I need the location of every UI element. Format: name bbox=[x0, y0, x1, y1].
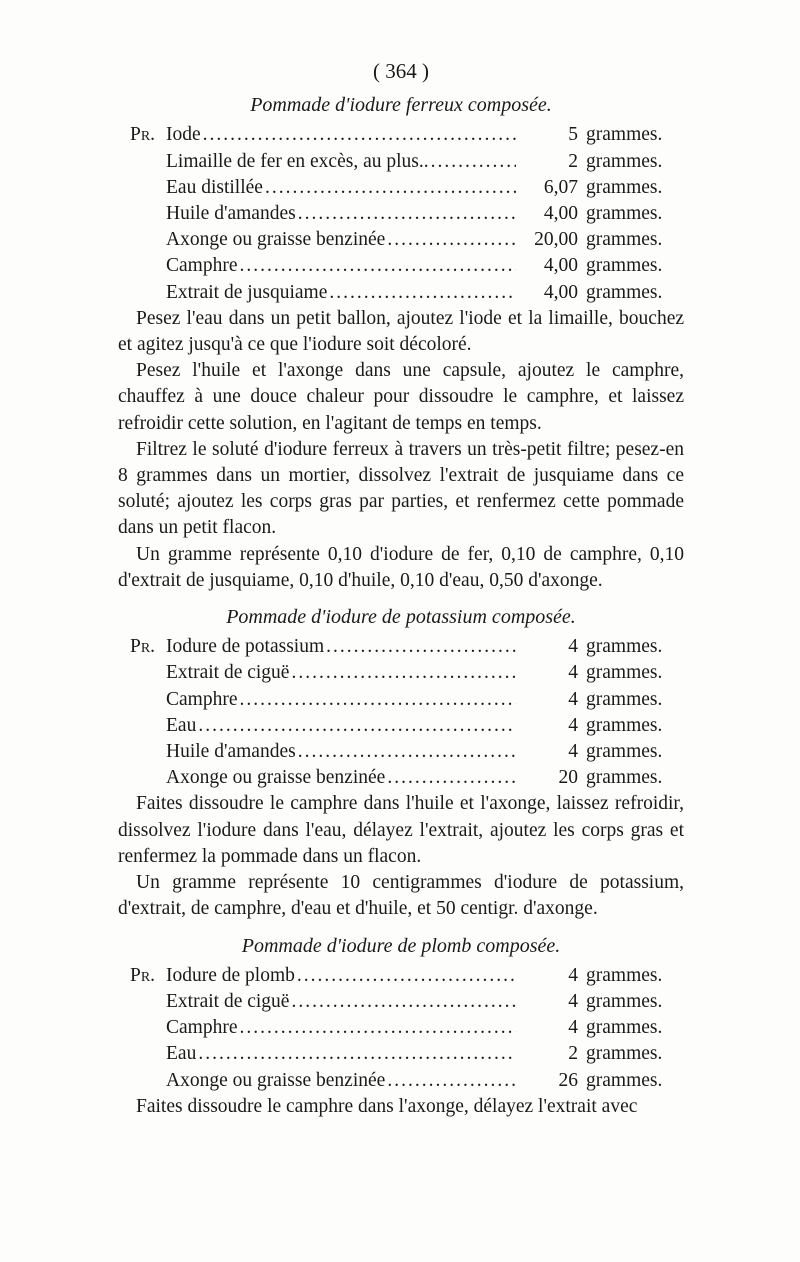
ingredient-name: Camphre bbox=[166, 688, 238, 710]
ingredient-unit: grammes. bbox=[586, 688, 663, 710]
section-gap bbox=[118, 923, 684, 933]
ingredient-quantity: 4,00 bbox=[543, 203, 578, 225]
ingredient-name: Iode bbox=[166, 124, 201, 146]
ingredient-row bbox=[118, 660, 684, 686]
ingredient-row bbox=[118, 227, 684, 253]
ingredient-unit: grammes. bbox=[586, 1017, 663, 1039]
ingredient-name: Axonge ou graisse benzinée bbox=[166, 229, 386, 251]
leader-dots bbox=[291, 989, 516, 1015]
ingredient-quantity: 2 bbox=[568, 150, 578, 172]
ingredient-name: Axonge ou graisse benzinée bbox=[166, 1069, 386, 1091]
ingredient-unit: grammes. bbox=[586, 124, 663, 146]
ingredient-unit: grammes. bbox=[586, 990, 663, 1012]
ingredient-name: Eau distillée bbox=[166, 176, 263, 198]
ingredient-unit: grammes. bbox=[586, 636, 663, 658]
ingredient-quantity: 26 bbox=[558, 1069, 578, 1091]
ingredient-row bbox=[118, 634, 684, 660]
ingredient-unit: grammes. bbox=[586, 176, 663, 198]
ingredient-row bbox=[118, 963, 684, 989]
leader-dots bbox=[329, 280, 516, 306]
leader-dots bbox=[239, 253, 516, 279]
ingredient-row bbox=[118, 739, 684, 765]
ingredient-name: Camphre bbox=[166, 255, 238, 277]
ingredient-row bbox=[118, 687, 684, 713]
leader-dots bbox=[387, 765, 516, 791]
section-title: Pommade d'iodure ferreux composée. bbox=[250, 94, 552, 117]
section-title: Pommade d'iodure de plomb composée. bbox=[241, 934, 561, 957]
ingredient-quantity: 4 bbox=[568, 636, 578, 658]
ingredient-name: Extrait de jusquiame bbox=[166, 281, 328, 303]
leader-dots bbox=[297, 963, 516, 989]
ingredient-name: Huile d'amandes bbox=[166, 741, 296, 763]
leader-dots bbox=[265, 175, 516, 201]
book-page bbox=[118, 58, 684, 1120]
ingredient-row bbox=[118, 122, 684, 148]
ingredient-row bbox=[118, 1041, 684, 1067]
ingredient-quantity: 4 bbox=[568, 964, 578, 986]
leader-dots bbox=[239, 687, 516, 713]
ingredient-name: Extrait de ciguë bbox=[166, 990, 290, 1012]
leader-dots bbox=[431, 149, 516, 175]
ingredient-quantity: 6,07 bbox=[543, 176, 578, 198]
ingredient-row bbox=[118, 201, 684, 227]
ingredient-quantity: 20,00 bbox=[534, 229, 578, 251]
ingredient-name: Camphre bbox=[166, 1017, 238, 1039]
ingredient-name: Iodure de plomb bbox=[166, 964, 295, 986]
ingredient-row bbox=[118, 175, 684, 201]
instruction-paragraph: Pesez l'eau dans un petit ballon, ajoutez l'iode et la limaille, bouchez et agitez jusqu'à ce que l'iodure soit décoloré. bbox=[118, 307, 684, 356]
ingredient-unit: grammes. bbox=[586, 767, 663, 789]
section-title: Pommade d'iodure de potassium composée. bbox=[226, 606, 576, 629]
instruction-paragraph: Un gramme représente 0,10 d'iodure de fer, 0,10 de camphre, 0,10 d'extrait de jusquiame, 0,10 d'huile, 0,10 d'eau, 0,50 d'axonge. bbox=[118, 543, 684, 591]
ingredient-quantity: 4 bbox=[568, 990, 578, 1012]
ingredient-row bbox=[118, 1068, 684, 1094]
ingredient-quantity: 4,00 bbox=[543, 255, 578, 277]
ingredient-row bbox=[118, 765, 684, 791]
ingredient-quantity: 4 bbox=[568, 1017, 578, 1039]
ingredient-name: Iodure de potassium bbox=[166, 636, 325, 658]
ingredient-row bbox=[118, 713, 684, 739]
ingredient-unit: grammes. bbox=[586, 1069, 663, 1091]
recipe-list bbox=[118, 634, 684, 791]
instruction-paragraph: Filtrez le soluté d'iodure ferreux à travers un très-petit filtre; pesez-en 8 grammes dans un mortier, dissolvez l'extrait de jusquiame dans ce soluté; ajoutez les corps gras par parties, et renfermez cette pommade dans un petit flacon. bbox=[118, 438, 684, 539]
leader-dots bbox=[298, 201, 516, 227]
ingredient-unit: grammes. bbox=[586, 150, 663, 172]
ingredient-unit: grammes. bbox=[586, 255, 663, 277]
leader-dots bbox=[298, 739, 516, 765]
leader-dots bbox=[387, 227, 516, 253]
ingredient-name: Eau bbox=[166, 1043, 197, 1065]
ingredient-unit: grammes. bbox=[586, 1043, 663, 1065]
leader-dots bbox=[203, 122, 516, 148]
ingredient-quantity: 5 bbox=[568, 124, 578, 146]
ingredient-quantity: 4 bbox=[568, 714, 578, 736]
leader-dots bbox=[239, 1015, 516, 1041]
ingredient-unit: grammes. bbox=[586, 203, 663, 225]
ingredient-quantity: 20 bbox=[558, 767, 578, 789]
ingredient-row bbox=[118, 149, 684, 175]
ingredient-unit: grammes. bbox=[586, 964, 663, 986]
ingredient-quantity: 4,00 bbox=[543, 281, 578, 303]
instruction-paragraph: Faites dissoudre le camphre dans l'huile et l'axonge, laissez refroidir, dissolvez l'iodure dans l'eau, délayez l'extrait, ajoutez les corps gras et renfermez la pommade dans un flacon. bbox=[118, 793, 684, 867]
section-gap bbox=[118, 594, 684, 604]
leader-dots bbox=[326, 634, 516, 660]
instruction-paragraph: Un gramme représente 10 centigrammes d'iodure de potassium, d'extrait, de camphre, d'eau et d'huile, et 50 centigr. d'axonge. bbox=[118, 872, 684, 920]
ingredient-unit: grammes. bbox=[586, 741, 663, 763]
instruction-paragraph: Pesez l'huile et l'axonge dans une capsule, ajoutez le camphre, chauffez à une douce chaleur pour dissoudre le camphre, et laissez refroidir cette solution, en l'agitant de temps en temps. bbox=[118, 360, 684, 434]
ingredient-row bbox=[118, 253, 684, 279]
ingredient-unit: grammes. bbox=[586, 229, 663, 251]
ingredient-quantity: 4 bbox=[568, 688, 578, 710]
ingredient-unit: grammes. bbox=[586, 662, 663, 684]
instruction-paragraph: Faites dissoudre le camphre dans l'axonge, délayez l'extrait avec bbox=[136, 1095, 638, 1117]
leader-dots bbox=[291, 660, 516, 686]
ingredient-row bbox=[118, 1015, 684, 1041]
ingredient-quantity: 2 bbox=[568, 1043, 578, 1065]
recipe-list bbox=[118, 963, 684, 1094]
ingredient-row bbox=[118, 989, 684, 1015]
ingredient-name: Huile d'amandes bbox=[166, 203, 296, 225]
recipe-prefix: Pr. bbox=[130, 124, 156, 146]
ingredient-name: Limaille de fer en excès, au plus.. bbox=[166, 150, 429, 172]
page-number: ( 364 ) bbox=[373, 59, 429, 83]
leader-dots bbox=[198, 713, 516, 739]
sections-container bbox=[118, 92, 684, 1120]
ingredient-row bbox=[118, 280, 684, 306]
ingredient-name: Eau bbox=[166, 714, 197, 736]
recipe-list bbox=[118, 122, 684, 305]
ingredient-name: Extrait de ciguë bbox=[166, 662, 290, 684]
recipe-prefix: Pr. bbox=[130, 964, 156, 986]
leader-dots bbox=[387, 1068, 516, 1094]
leader-dots bbox=[198, 1041, 516, 1067]
ingredient-name: Axonge ou graisse benzinée bbox=[166, 767, 386, 789]
ingredient-quantity: 4 bbox=[568, 741, 578, 763]
ingredient-unit: grammes. bbox=[586, 281, 663, 303]
ingredient-quantity: 4 bbox=[568, 662, 578, 684]
ingredient-unit: grammes. bbox=[586, 714, 663, 736]
recipe-prefix: Pr. bbox=[130, 636, 156, 658]
